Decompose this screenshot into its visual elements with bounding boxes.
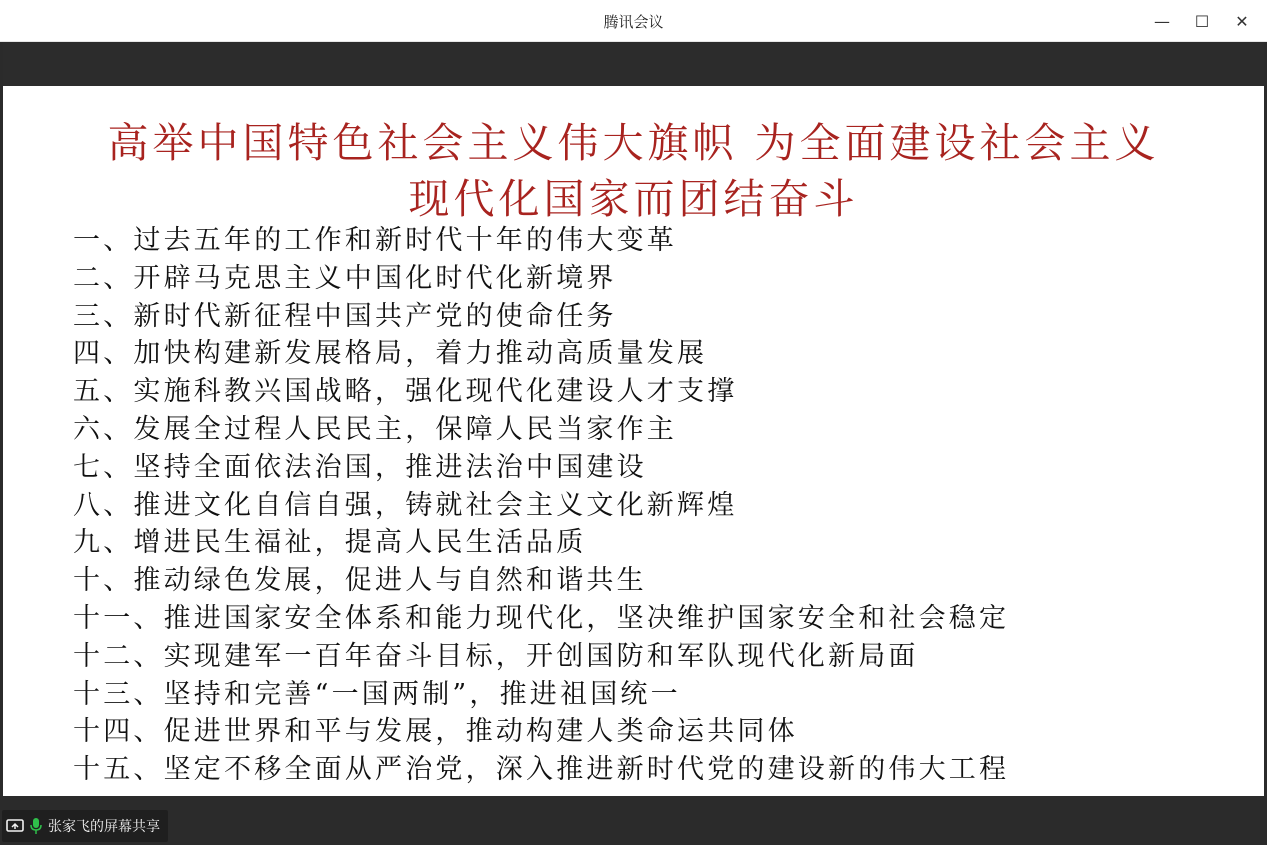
screen-share-icon	[6, 818, 24, 834]
window-controls	[1145, 8, 1259, 34]
maximize-button[interactable]: ☐	[1194, 11, 1210, 31]
slide-item: 一、过去五年的工作和新时代十年的伟大变革	[73, 225, 677, 256]
slide-item: 二、开辟马克思主义中国化时代化新境界	[73, 262, 617, 294]
slide-item: 四、加快构建新发展格局，着力推动高质量发展	[73, 338, 708, 370]
slide-item: 十五、坚定不移全面从严治党，深入推进新时代党的建设新的伟大工程	[73, 754, 1010, 786]
slide-title-line-1: 高举中国特色社会主义伟大旗帜 为全面建设社会主义	[107, 119, 1160, 167]
slide-item: 十二、实现建军一百年奋斗目标，开创国防和军队现代化新局面	[73, 640, 919, 672]
slide-item: 十一、推进国家安全体系和能力现代化，坚决维护国家安全和社会稳定	[73, 602, 1010, 634]
slide-item: 十四、促进世界和平与发展，推动构建人类命运共同体	[73, 716, 798, 748]
microphone-icon	[30, 817, 42, 835]
minimize-button[interactable]: —	[1154, 11, 1170, 31]
slide-item: 七、坚持全面依法治国，推进法治中国建设	[73, 451, 647, 483]
screen-share-status[interactable]	[2, 810, 168, 842]
slide-item: 五、实施科教兴国战略，强化现代化建设人才支撑	[73, 376, 738, 408]
shared-screen-top-strip	[3, 42, 1264, 86]
slide-item-list	[73, 222, 1223, 789]
slide-item: 十、推动绿色发展，促进人与自然和谐共生	[73, 565, 647, 597]
slide-item: 十三、坚持和完善“一国两制”，推进祖国统一	[73, 678, 681, 710]
slide-title-line-2: 现代化国家而团结奋斗	[408, 175, 859, 223]
close-button[interactable]: ✕	[1235, 11, 1249, 31]
window-titlebar	[0, 0, 1267, 42]
slide-item: 三、新时代新征程中国共产党的使命任务	[73, 300, 617, 332]
slide-item: 八、推进文化自信自强，铸就社会主义文化新辉煌	[73, 489, 738, 521]
window-title: 腾讯会议	[603, 13, 664, 31]
screen-share-label: 张家飞的屏幕共享	[48, 819, 160, 835]
slide-item: 六、发展全过程人民民主，保障人民当家作主	[73, 413, 677, 445]
shared-screen-bottom-bar	[0, 796, 1267, 845]
slide-item: 九、增进民生福祉，提高人民生活品质	[73, 527, 587, 559]
shared-screen-frame	[0, 42, 1267, 845]
shared-slide	[3, 86, 1264, 796]
